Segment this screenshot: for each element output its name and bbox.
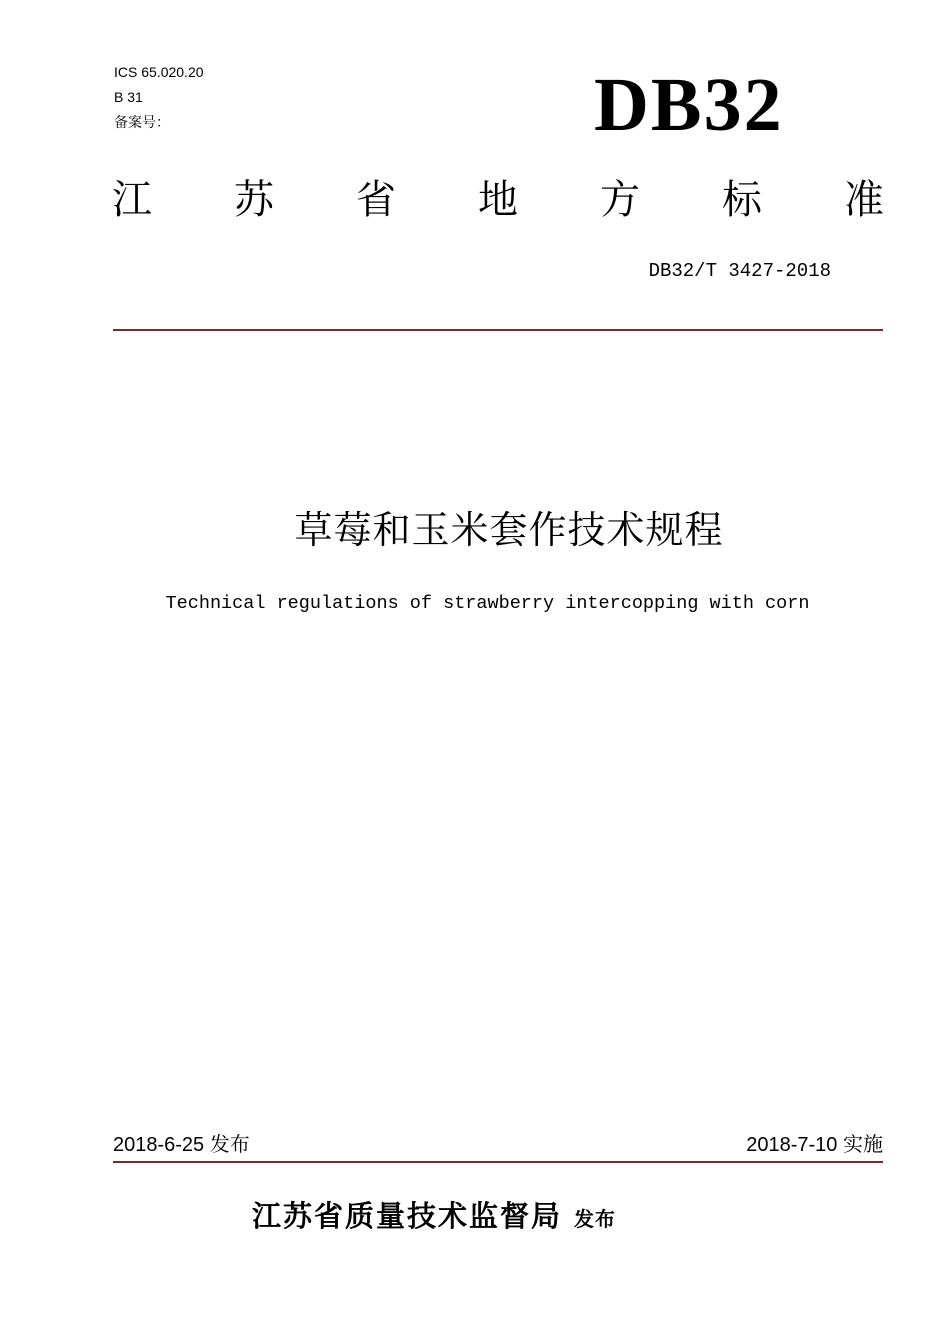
issuer-organization: 江苏省质量技术监督局 [252,1199,563,1233]
standard-type-char: 省 [356,177,396,223]
title-english: Technical regulations of strawberry intercopping with corn [165,593,810,614]
ccs-code: B 31 [114,89,143,105]
standard-type-char: 地 [478,177,518,223]
standard-type-char: 标 [722,177,762,223]
issue-date: 2018-6-25 发布 [113,1134,250,1156]
standard-type-heading [112,172,884,228]
issuer-suffix: 发布 [574,1207,617,1231]
top-divider [113,329,883,331]
standard-number: DB32/T 3427-2018 [648,260,831,282]
implementation-date: 2018-7-10 实施 [746,1134,883,1156]
ics-code: ICS 65.020.20 [114,64,204,80]
standard-type-char: 苏 [234,177,274,223]
document-metadata [114,60,204,135]
filing-number-label: 备案号： [114,114,170,130]
standard-type-char: 江 [112,177,152,223]
standard-type-char: 方 [600,177,640,223]
title-chinese: 草莓和玉米套作技术规程 [294,508,724,552]
bottom-divider [113,1161,883,1163]
issuer-line [252,1192,616,1240]
standard-type-char: 准 [844,177,884,223]
db32-logo: DB32 [594,63,784,147]
